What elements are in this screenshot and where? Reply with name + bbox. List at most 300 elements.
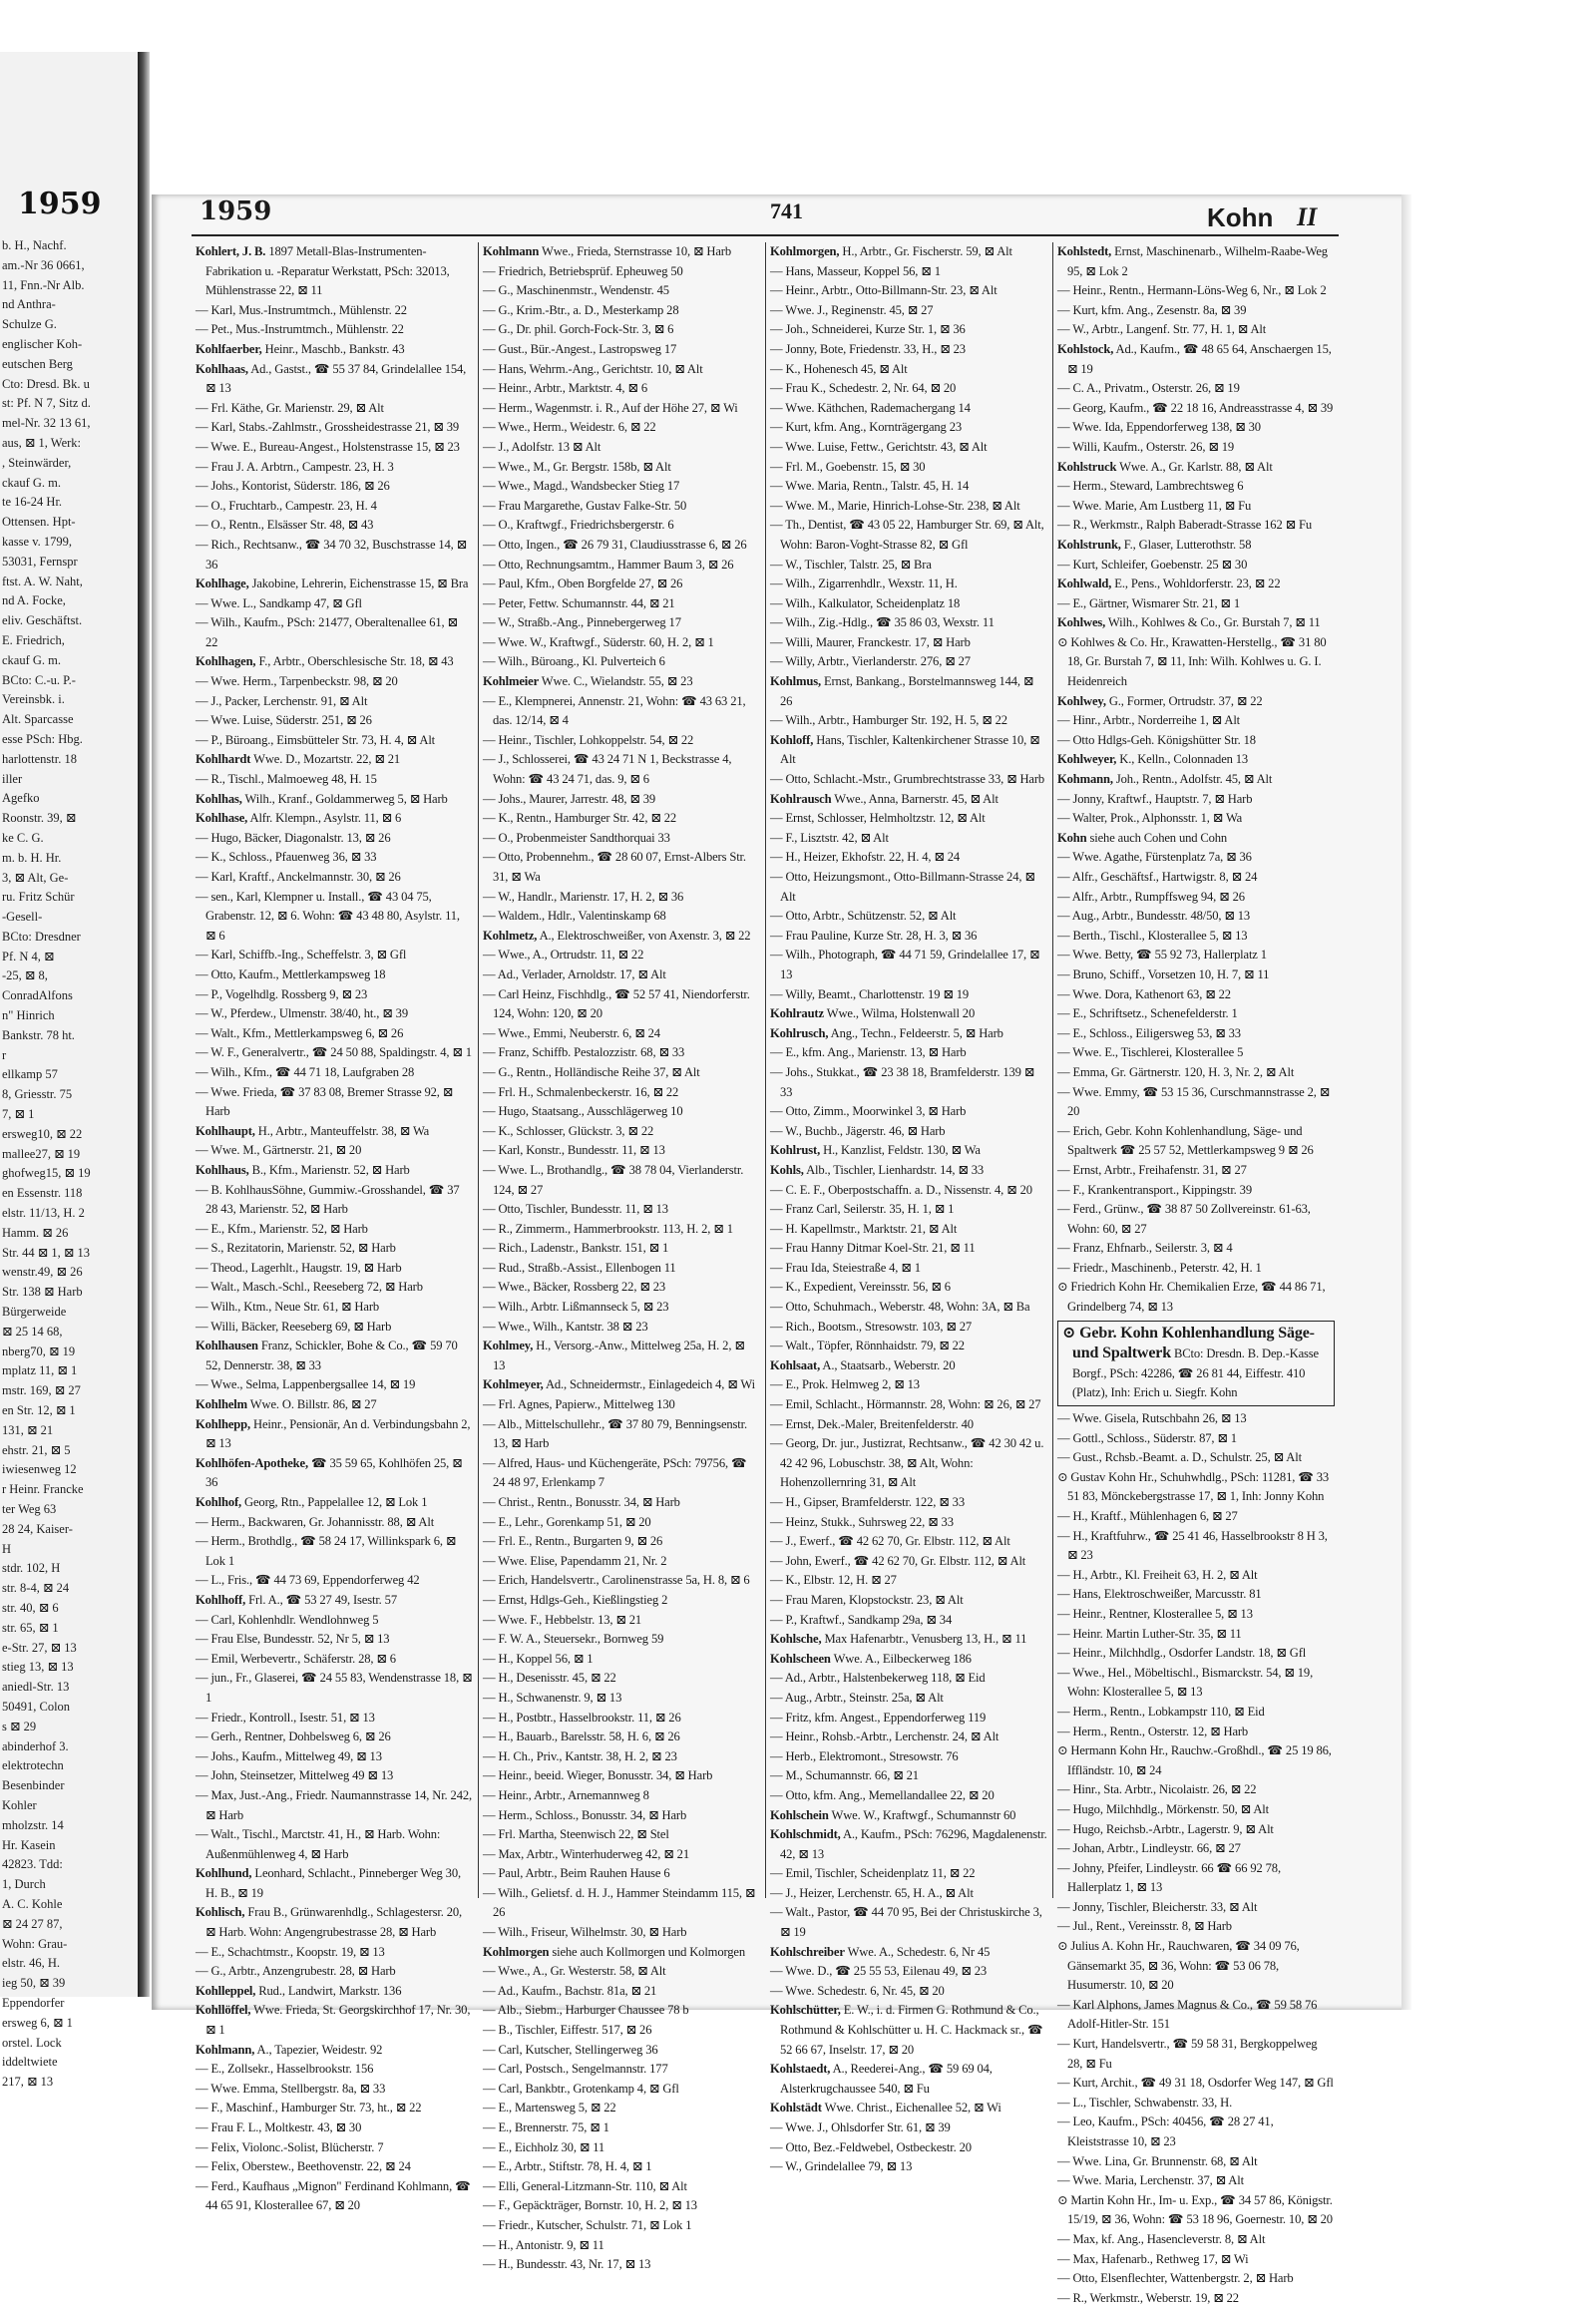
directory-entry xyxy=(196,575,473,594)
directory-entry xyxy=(770,1630,1047,1650)
directory-entry xyxy=(196,418,473,438)
entry-name: Kohlsche, xyxy=(770,1632,822,1647)
directory-entry xyxy=(483,1043,760,1063)
entry-text: — Emil, Tischler, Scheidenplatz 11, ⊠ 22 xyxy=(770,1866,976,1881)
entry-text: — Walt., Töpfer, Rönnhaidstr. 79, ⊠ 22 xyxy=(770,1339,965,1353)
directory-entry xyxy=(483,1161,760,1200)
entry-text: — Wwe., Magd., Wandsbecker Stieg 17 xyxy=(483,479,680,494)
entry-text: — M., Schumannstr. 66, ⊠ 21 xyxy=(770,1768,919,1783)
entry-name: Kohlstrunk, xyxy=(1057,537,1121,552)
directory-entry xyxy=(1057,1239,1335,1259)
previous-page-line: -25, ⊠ 8, xyxy=(2,968,48,983)
previous-page-line: eliv. Geschäftst. xyxy=(2,613,83,628)
directory-entry xyxy=(483,965,760,985)
directory-entry xyxy=(196,1454,473,1493)
directory-entry xyxy=(770,770,1047,790)
directory-entry xyxy=(770,1220,1047,1240)
previous-page-line: harlottenstr. 18 xyxy=(2,751,77,766)
previous-page-line: ersweg10, ⊠ 22 xyxy=(2,1126,83,1141)
previous-page-line: str. 8-4, ⊠ 24 xyxy=(2,1581,70,1596)
directory-entry xyxy=(483,2157,760,2177)
directory-entry xyxy=(196,1591,473,1611)
directory-entry xyxy=(483,1239,760,1259)
entry-text: — Wwe. Elise, Papendamm 21, Nr. 2 xyxy=(483,1553,667,1568)
directory-entry xyxy=(770,399,1047,419)
entry-text: — H., Kraftf., Mühlenhagen 6, ⊠ 27 xyxy=(1057,1509,1238,1523)
entry-name: Kohlschein xyxy=(770,1807,829,1822)
directory-entry xyxy=(196,809,473,829)
entry-text: — jun., Fr., Glaserei, ☎ 24 55 83, Wendenstrasse 18, ⊠ 1 xyxy=(196,1671,473,1705)
directory-entry xyxy=(196,1415,473,1454)
entry-text: — Leo, Kaufm., PSch: 40456, ☎ 28 27 41, Kleiststrasse 10, ⊠ 23 xyxy=(1057,2115,1274,2148)
entry-text: — Walt., Tischl., Marctstr. 41, H., ⊠ Harb. Wohn: Außenmühlenweg 4, ⊠ Harb xyxy=(196,1827,441,1861)
directory-entry xyxy=(1057,2152,1335,2172)
entry-text: — Wwe. Frieda, ☎ 37 83 08, Bremer Strasse 92, ⊠ Harb xyxy=(196,1084,454,1119)
directory-entry xyxy=(770,477,1047,497)
directory-entry xyxy=(770,731,1047,770)
entry-text: — Frau Hanny Ditmar Koel-Str. 21, ⊠ 11 xyxy=(770,1241,976,1256)
entry-name: Kohlschreiber xyxy=(770,1944,845,1959)
entry-name: ⊙ Gebr. Kohn Kohlenhandlung Säge- und Spaltwerk xyxy=(1062,1324,1315,1362)
directory-entry xyxy=(1057,613,1335,633)
previous-page-line: te 16-24 Hr. xyxy=(2,495,63,510)
entry-text: — K., Expedient, Vereinsstr. 56, ⊠ 6 xyxy=(770,1280,951,1295)
previous-page-line: st: Pf. N 7, Sitz d. xyxy=(2,396,91,411)
directory-entry xyxy=(196,750,473,770)
entry-text: — Franz, Ehfnarb., Seilerstr. 3, ⊠ 4 xyxy=(1057,1241,1233,1256)
directory-entry xyxy=(770,1786,1047,1806)
directory-entry xyxy=(1057,379,1335,399)
entry-text: — Emma, Gr. Gärtnerstr. 120, H. 3, Nr. 2, ⊠ Alt xyxy=(1057,1064,1295,1079)
directory-entry xyxy=(770,652,1047,672)
directory-entry xyxy=(196,2099,473,2118)
entry-text: — Gottl., Schloss., Süderstr. 87, ⊠ 1 xyxy=(1057,1430,1237,1445)
entry-text: — Wwe. Betty, ☎ 55 92 73, Hallerplatz 1 xyxy=(1057,948,1267,962)
entry-text: — Otto Hdlgs-Geh. Königshütter Str. 18 xyxy=(1057,732,1256,747)
entry-text: — Johs., Stukkat., ☎ 23 38 18, Bramfelderstr. 139 ⊠ 33 xyxy=(770,1064,1035,1099)
entry-text: — Kurt, Handelsvertr., ☎ 59 58 31, Bergkoppelweg 28, ⊠ Fu xyxy=(1057,2037,1318,2071)
previous-page-line: 28 24, Kaiser- xyxy=(2,1521,73,1536)
directory-entry xyxy=(770,1434,1047,1493)
directory-entry xyxy=(1057,1859,1335,1898)
directory-entry xyxy=(483,750,760,789)
directory-entry xyxy=(483,1747,760,1767)
directory-entry xyxy=(483,1864,760,1884)
previous-page-line: ⊠ 25 14 68, xyxy=(2,1324,63,1339)
entry-text: — H. Kapellmstr., Marktstr. 21, ⊠ Alt xyxy=(770,1221,958,1236)
directory-entry xyxy=(1057,301,1335,321)
entry-name: Kohlwey, xyxy=(1057,693,1106,708)
directory-entry xyxy=(1057,927,1335,947)
entry-text: — Hinr., Sta. Arbtr., Nicolaistr. 26, ⊠ 22 xyxy=(1057,1782,1257,1797)
entry-text: Joh., Rentn., Adolfstr. 45, ⊠ Alt xyxy=(1115,772,1273,787)
directory-entry xyxy=(196,438,473,458)
entry-text: — F., Maschinf., Hamburger Str. 73, ht., ⊠ 22 xyxy=(196,2101,422,2116)
previous-page-line: ghofweg15, ⊠ 19 xyxy=(2,1166,91,1181)
entry-text: — L., Fris., ☎ 44 73 69, Eppendorferweg 42 xyxy=(196,1573,420,1588)
directory-page xyxy=(152,194,1406,2305)
entry-text: — Max, Arbtr., Winterhuderweg 42, ⊠ 21 xyxy=(483,1846,689,1861)
directory-entry xyxy=(483,1923,760,1943)
directory-entry xyxy=(1057,2250,1335,2270)
previous-page-line: mholzstr. 14 xyxy=(2,1817,64,1832)
entry-text: — Heinr., Arbtr., Otto-Billmann-Str. 23, ⊠ Alt xyxy=(770,283,998,298)
entry-text: — Otto, Tischler, Bundesstr. 11, ⊠ 13 xyxy=(483,1202,668,1217)
entry-text: — Wwe. Emma, Stellbergstr. 8a, ⊠ 33 xyxy=(196,2081,386,2096)
directory-entry xyxy=(483,360,760,380)
directory-entry xyxy=(1057,1507,1335,1527)
entry-name: Kohlstock, xyxy=(1057,341,1114,356)
entry-text: — John, Ewerf., ☎ 42 62 70, Gr. Elbstr. 112, ⊠ Alt xyxy=(770,1553,1026,1568)
previous-page-line: ieg 50, ⊠ 39 xyxy=(2,1976,66,1991)
entry-text: — H., Schwanenstr. 9, ⊠ 13 xyxy=(483,1690,622,1705)
entry-text: — Heinr., beeid. Wieger, Bonusstr. 34, ⊠ Harb xyxy=(483,1768,713,1783)
entry-text: — Otto, Heizungsmont., Otto-Billmann-Strasse 24, ⊠ Alt xyxy=(770,870,1035,904)
previous-page-fragment xyxy=(0,52,140,2090)
entry-text: — Hinr., Arbtr., Norderreihe 1, ⊠ Alt xyxy=(1057,713,1241,728)
entry-text: ☎ 35 59 65, Kohlhöfen 25, ⊠ 36 xyxy=(205,1455,463,1490)
directory-entry xyxy=(1057,1321,1335,1406)
entry-name: Kohlleppel, xyxy=(196,1983,256,1998)
entry-text: — Wwe. M., Gärtnerstr. 21, ⊠ 20 xyxy=(196,1143,362,1158)
entry-text: — Wilh., Arbtr. Lißmannseck 5, ⊠ 23 xyxy=(483,1300,669,1315)
entry-text: — Felix, Oberstew., Beethovenstr. 22, ⊠ 24 xyxy=(196,2159,411,2174)
entry-text: — Friedr., Maschinenb., Peterstr. 42, H. 1 xyxy=(1057,1260,1262,1275)
entry-text: — Kurt, Archit., ☎ 49 31 18, Osdorfer Weg 147, ⊠ Gfl xyxy=(1057,2076,1334,2091)
entry-name: Kohlstedt, xyxy=(1057,244,1112,258)
book-gutter xyxy=(138,52,150,1997)
entry-text: Heinr., Pensionär, An d. Verbindungsbahn 2, ⊠ 13 xyxy=(205,1416,471,1451)
directory-entry xyxy=(483,1786,760,1806)
entry-text: — H., Postbtr., Hasselbrookstr. 11, ⊠ 26 xyxy=(483,1710,681,1725)
directory-entry xyxy=(1057,1024,1335,1044)
previous-page-line: elektrotechn xyxy=(2,1758,64,1773)
entry-name: Kohlhage, xyxy=(196,577,249,591)
entry-text: A., Staatsarb., Weberstr. 20 xyxy=(822,1357,956,1372)
directory-entry xyxy=(483,888,760,908)
entry-text: — W., Grindelallee 79, ⊠ 13 xyxy=(770,2159,913,2174)
entry-text: — E., Zollsekr., Hasselbrookstr. 156 xyxy=(196,2062,374,2077)
entry-text: Jakobine, Lehrerin, Eichenstrasse 15, ⊠ Bra xyxy=(251,577,469,591)
directory-entry xyxy=(483,1943,760,1963)
entry-text: — Frl. H., Schmalenbeckerstr. 16, ⊠ 22 xyxy=(483,1084,679,1099)
directory-entry xyxy=(483,418,760,438)
entry-text: — O., Probenmeister Sandthorquai 33 xyxy=(483,830,670,845)
directory-entry xyxy=(770,2157,1047,2177)
directory-entry xyxy=(196,301,473,321)
directory-entry xyxy=(483,1395,760,1415)
directory-entry xyxy=(1057,1468,1335,1507)
directory-entry xyxy=(196,477,473,497)
directory-entry xyxy=(1057,1181,1335,1201)
directory-entry xyxy=(1057,1566,1335,1586)
entry-text: — G., Rentn., Holländische Reihe 37, ⊠ Alt xyxy=(483,1064,700,1079)
entry-text: — Wwe. Emmy, ☎ 53 15 36, Curschmannstrasse 2, ⊠ 20 xyxy=(1057,1084,1331,1119)
previous-page-line: esse PSch: Hbg. xyxy=(2,731,83,746)
entry-text: — Heinr., Tischler, Lohkoppelstr. 54, ⊠ 22 xyxy=(483,732,694,747)
directory-entry xyxy=(1057,242,1335,281)
entry-text: — Emil, Werbevertr., Schäferstr. 28, ⊠ 6 xyxy=(196,1651,396,1666)
entry-text: — Alb., Siebm., Harburger Chaussee 78 b xyxy=(483,2003,689,2018)
entry-text: — J., Schlosserei, ☎ 43 24 71 N 1, Beckstrasse 4, Wohn: ☎ 43 24 71, das. 9, ⊠ 6 xyxy=(483,752,732,787)
entry-text: Wwe., Anna, Barnerstr. 45, ⊠ Alt xyxy=(834,791,998,806)
entry-name: Kohlwes, xyxy=(1057,615,1106,630)
directory-entry xyxy=(483,652,760,672)
entry-text: — Gust., Rchsb.-Beamt. a. D., Schulstr. 25, ⊠ Alt xyxy=(1057,1450,1302,1465)
directory-entry xyxy=(483,1689,760,1709)
entry-text: — H., Bauarb., Barelsstr. 58, H. 6, ⊠ 26 xyxy=(483,1730,680,1744)
entry-text: — Wilh., Ktm., Neue Str. 61, ⊠ Harb xyxy=(196,1300,380,1315)
previous-page-line: mstr. 169, ⊠ 27 xyxy=(2,1383,81,1398)
directory-entry xyxy=(196,2157,473,2177)
entry-name: Kohlmeyer, xyxy=(483,1377,544,1392)
directory-entry xyxy=(1057,907,1335,927)
entry-text: Hans, Tischler, Kaltenkirchener Strasse 10, ⊠ Alt xyxy=(780,732,1040,767)
entry-name: Kohls, xyxy=(770,1162,804,1177)
entry-name: Kohlhaus, xyxy=(196,1162,249,1177)
directory-entry xyxy=(483,672,760,692)
entry-text: — H., Arbtr., Kl. Freiheit 63, H. 2, ⊠ Alt xyxy=(1057,1567,1258,1582)
directory-entry xyxy=(483,1806,760,1826)
entry-name: Kohmann, xyxy=(1057,772,1113,787)
previous-page-line: A. C. Kohle xyxy=(2,1896,63,1911)
previous-page-line: nberg70, ⊠ 19 xyxy=(2,1344,76,1358)
entry-text: 1897 Metall-Blas-Instrumenten-Fabrikation u. -Reparatur Werkstatt, PSch: 32013, Mühlenstrasse 22, ⊠ 11 xyxy=(205,244,450,298)
entry-text: — Wwe., M., Gr. Bergstr. 158b, ⊠ Alt xyxy=(483,459,671,474)
directory-entry xyxy=(483,399,760,419)
entry-text: — Frl. Martha, Steenwisch 22, ⊠ Stel xyxy=(483,1827,669,1842)
directory-entry xyxy=(770,594,1047,614)
directory-entry xyxy=(770,927,1047,947)
entry-name: Kohlhaupt, xyxy=(196,1123,255,1138)
directory-entry xyxy=(483,1454,760,1493)
entry-text: — G., Dr. phil. Gorch-Fock-Str. 3, ⊠ 6 xyxy=(483,322,674,337)
directory-entry xyxy=(770,1239,1047,1259)
entry-text: — Ad., Kaufm., Bachstr. 81a, ⊠ 21 xyxy=(483,1983,657,1998)
previous-page-line: str. 65, ⊠ 1 xyxy=(2,1620,59,1635)
directory-entry xyxy=(770,1200,1047,1220)
entry-text: — Wwe. Marie, Am Lustberg 11, ⊠ Fu xyxy=(1057,498,1252,513)
directory-entry xyxy=(770,2118,1047,2138)
entry-text: — Hugo, Reichsb.-Arbtr., Lagerstr. 9, ⊠ Alt xyxy=(1057,1821,1274,1836)
entry-text: — Wwe. F., Hebbelstr. 13, ⊠ 21 xyxy=(483,1612,642,1627)
entry-text: siehe auch Kollmorgen und Kolmorgen xyxy=(552,1944,746,1959)
directory-entry xyxy=(1057,320,1335,340)
previous-page-line: iller xyxy=(2,771,23,786)
entry-text: — Alfred, Haus- und Küchengeräte, PSch: 79756, ☎ 24 48 97, Erlenkamp 7 xyxy=(483,1455,747,1490)
directory-entry xyxy=(196,1181,473,1220)
page-year: 1959 xyxy=(200,196,272,226)
entry-text: — Georg, Kaufm., ☎ 22 18 16, Andreasstrasse 4, ⊠ 39 xyxy=(1057,400,1334,415)
entry-text: — Carl, Kutscher, Stellingerweg 36 xyxy=(483,2042,658,2057)
entry-name: Kohlrautz xyxy=(770,1006,824,1021)
directory-entry xyxy=(1057,2191,1335,2230)
directory-entry xyxy=(196,340,473,360)
entry-text: — H., Antonistr. 9, ⊠ 11 xyxy=(483,2237,604,2252)
previous-page-line: 42823. Tdd: xyxy=(2,1857,63,1872)
directory-entry xyxy=(196,1395,473,1415)
directory-entry xyxy=(770,1493,1047,1513)
directory-entry xyxy=(1057,1839,1335,1859)
directory-entry xyxy=(196,1747,473,1767)
directory-entry xyxy=(196,516,473,536)
directory-entry xyxy=(770,438,1047,458)
entry-text: — E., Eichholz 30, ⊠ 11 xyxy=(483,2139,605,2154)
entry-text: Wwe. O. Billstr. 86, ⊠ 27 xyxy=(249,1397,377,1412)
entry-text: H., Arbtr., Manteuffelstr. 38, ⊠ Wa xyxy=(257,1123,430,1138)
directory-entry xyxy=(1057,711,1335,731)
previous-page-line: elstr. 46, H. xyxy=(2,1956,60,1971)
previous-page-line: orstel. Lock xyxy=(2,2035,62,2050)
directory-entry xyxy=(1057,1083,1335,1122)
previous-page-line: Hr. Kasein xyxy=(2,1837,56,1852)
entry-text: — Wwe. W., Kraftwgf., Süderstr. 60, H. 2, ⊠ 1 xyxy=(483,634,714,649)
entry-text: — Wilh., Zig.-Hdlg., ☎ 35 86 03, Wexstr. 11 xyxy=(770,615,995,630)
previous-page-year: 1959 xyxy=(18,187,102,221)
directory-entry xyxy=(483,1141,760,1161)
directory-entry xyxy=(1057,556,1335,576)
directory-entry xyxy=(770,1063,1047,1102)
entry-text: — Walt., Masch.-Schl., Reeseberg 72, ⊠ Harb xyxy=(196,1280,423,1295)
entry-text: Franz, Schickler, Bohe & Co., ☎ 59 70 52, Dennerstr. 38, ⊠ 33 xyxy=(205,1339,458,1372)
entry-text: — Wilh., Photograph, ☎ 44 71 59, Grindelallee 17, ⊠ 13 xyxy=(770,948,1040,981)
directory-entry xyxy=(770,1415,1047,1435)
directory-entry xyxy=(483,1415,760,1454)
previous-page-line: ke C. G. xyxy=(2,830,44,845)
entry-text: Wwe. A., Eilbeckerweg 186 xyxy=(833,1651,972,1666)
entry-text: — Frl. E., Rentn., Burgarten 9, ⊠ 26 xyxy=(483,1534,663,1549)
directory-entry xyxy=(1057,829,1335,849)
entry-text: — Wwe., A., Gr. Westerstr. 58, ⊠ Alt xyxy=(483,1964,666,1979)
previous-page-line: ckauf G. m. xyxy=(2,652,62,667)
directory-entry xyxy=(196,672,473,692)
directory-column-2 xyxy=(483,242,760,2272)
entry-text: — Frau Margarethe, Gustav Falke-Str. 50 xyxy=(483,498,687,513)
entry-text: Wwe. A., Gr. Karlstr. 88, ⊠ Alt xyxy=(1119,459,1273,474)
directory-entry xyxy=(483,1278,760,1298)
entry-text: Frl. A., ☎ 53 27 49, Isestr. 57 xyxy=(248,1592,397,1607)
directory-entry xyxy=(1057,1043,1335,1063)
entry-text: — F. W. A., Steuersekr., Bornweg 59 xyxy=(483,1632,664,1647)
entry-text: — Herm., Rentn., Lobkampstr 110, ⊠ Eid xyxy=(1057,1704,1265,1719)
entry-text: — Alb., Mittelschullehr., ☎ 37 80 79, Benningsenstr. 13, ⊠ Harb xyxy=(483,1416,748,1451)
directory-entry xyxy=(770,1982,1047,2002)
directory-entry xyxy=(196,242,473,301)
previous-page-line: am.-Nr 36 0661, xyxy=(2,257,85,272)
directory-entry xyxy=(1057,2094,1335,2114)
previous-page-line: iddeltwiete xyxy=(2,2055,58,2070)
entry-text: — Rich., Rechtsanw., ☎ 34 70 32, Buschstrasse 14, ⊠ 36 xyxy=(196,537,468,572)
directory-entry xyxy=(483,575,760,594)
entry-text: — Herm., Brothdlg., ☎ 58 24 17, Willinkspark 6, ⊠ Lok 1 xyxy=(196,1534,457,1568)
directory-entry xyxy=(196,1571,473,1591)
entry-text: — O., Kraftwgf., Friedrichsbergerstr. 6 xyxy=(483,518,674,533)
directory-entry xyxy=(483,985,760,1024)
directory-entry xyxy=(483,1513,760,1533)
entry-name: Kohloff, xyxy=(770,732,814,747)
directory-entry xyxy=(483,340,760,360)
entry-text: — G., Krim.-Btr., a. D., Mesterkamp 28 xyxy=(483,302,679,317)
directory-entry xyxy=(770,418,1047,438)
entry-text: G., Former, Ortrudstr. 37, ⊠ 22 xyxy=(1108,693,1263,708)
directory-entry xyxy=(196,1493,473,1513)
entry-text: — H., Kraftfuhrw., ☎ 25 41 46, Hasselbrookstr 8 H 3, ⊠ 23 xyxy=(1057,1528,1328,1563)
directory-entry xyxy=(1057,1625,1335,1645)
entry-text: — Wilh., Büroang., Kl. Pulverteich 6 xyxy=(483,654,665,669)
directory-entry xyxy=(196,1709,473,1729)
entry-text: — Rud., Straßb.-Assist., Ellenbogen 11 xyxy=(483,1260,676,1275)
directory-entry xyxy=(1057,731,1335,751)
directory-entry xyxy=(1057,1937,1335,1996)
entry-text: — Wwe. L., Brothandlg., ☎ 38 78 04, Vierlanderstr. 124, ⊠ 27 xyxy=(483,1162,744,1197)
entry-text: — Friedr., Kontroll., Isestr. 51, ⊠ 13 xyxy=(196,1710,375,1725)
volume-number: II xyxy=(1297,202,1318,231)
entry-text: — Emil, Schlacht., Hörmannstr. 28, Wohn: ⊠ 26, ⊠ 27 xyxy=(770,1397,1041,1412)
entry-text: — Hans, Masseur, Koppel 56, ⊠ 1 xyxy=(770,263,941,278)
previous-page-line: ConradAlfons xyxy=(2,988,73,1003)
directory-entry xyxy=(196,1532,473,1571)
entry-text: — Herm., Backwaren, Gr. Johannisstr. 88, ⊠ Alt xyxy=(196,1514,435,1529)
entry-text: Wwe. D., Mozartstr. 22, ⊠ 21 xyxy=(253,752,401,767)
entry-text: — E., Schloss., Eiligersweg 53, ⊠ 33 xyxy=(1057,1025,1241,1040)
directory-entry xyxy=(1057,888,1335,908)
directory-entry xyxy=(770,868,1047,907)
directory-entry xyxy=(196,399,473,419)
previous-page-line: Vereinsbk. i. xyxy=(2,692,65,707)
entry-text: — Alfr., Arbtr., Rumpffsweg 94, ⊠ 26 xyxy=(1057,889,1245,904)
directory-entry xyxy=(1057,418,1335,438)
entry-text: Heinr., Maschb., Bankstr. 43 xyxy=(264,341,405,356)
entry-text: — Aug., Arbtr., Bundesstr. 48/50, ⊠ 13 xyxy=(1057,909,1251,924)
directory-entry xyxy=(196,613,473,652)
entry-text: — G., Maschinenmstr., Wendenstr. 45 xyxy=(483,283,669,298)
column-divider xyxy=(478,242,479,1898)
previous-page-line: ckauf G. m. xyxy=(2,475,62,490)
entry-name: Kohlhof, xyxy=(196,1495,242,1509)
entry-text: — E., Klempnerei, Annenstr. 21, Wohn: ☎ 43 63 21, das. 12/14, ⊠ 4 xyxy=(483,693,746,728)
entry-text: E. W., i. d. Firmen G. Rothmund & Co., Rothmund & Kohlschütter u. H. C. Hackmack sr., ☎ 52 66 67, Inselstr. 17, ⊠ 20 xyxy=(780,2003,1043,2057)
entry-text: Wwe. A., Schedestr. 6, Nr 45 xyxy=(847,1944,991,1959)
entry-text: Wwe., Frieda, Sternstrasse 10, ⊠ Harb xyxy=(541,244,731,258)
directory-entry xyxy=(770,1806,1047,1826)
entry-text: — H., Desenisstr. 45, ⊠ 22 xyxy=(483,1671,616,1686)
directory-entry xyxy=(196,1375,473,1395)
entry-text: — E., Kfm., Marienstr. 52, ⊠ Harb xyxy=(196,1221,368,1236)
entry-text: — Jonny, Kraftwf., Hauptstr. 7, ⊠ Harb xyxy=(1057,791,1253,806)
entry-text: Ad., Schneidermstr., Einlagedeich 4, ⊠ Wi xyxy=(545,1377,755,1392)
directory-entry xyxy=(196,965,473,985)
directory-entry xyxy=(1057,2035,1335,2074)
directory-entry xyxy=(196,1337,473,1375)
entry-text: — E., Lehr., Gorenkamp 51, ⊠ 20 xyxy=(483,1514,651,1529)
previous-page-line: stdr. 102, H xyxy=(2,1561,61,1576)
entry-text: ⊙ Julius A. Kohn Hr., Rauchwaren, ☎ 34 09 76, Gänsemarkt 35, ⊠ 36, Wohn: ☎ 53 06 78, Husumerstr. 10, ⊠ 20 xyxy=(1057,1939,1300,1993)
directory-entry xyxy=(483,281,760,301)
page-number: 741 xyxy=(770,198,803,223)
entry-text: — Wwe. Agathe, Fürstenplatz 7a, ⊠ 36 xyxy=(1057,850,1252,865)
directory-entry xyxy=(770,497,1047,517)
directory-entry xyxy=(770,1024,1047,1044)
entry-text: — Otto, Schuhmach., Weberstr. 48, Wohn: 3A, ⊠ Ba xyxy=(770,1300,1030,1315)
directory-entry xyxy=(770,1122,1047,1142)
directory-entry xyxy=(1057,965,1335,985)
directory-entry xyxy=(1057,1259,1335,1279)
entry-name: Kohlmetz, xyxy=(483,928,538,943)
directory-entry xyxy=(483,692,760,731)
directory-entry xyxy=(770,1161,1047,1181)
entry-text: — sen., Karl, Klempner u. Install., ☎ 43 04 75, Grabenstr. 12, ⊠ 6. Wohn: ☎ 43 48 80, Asylstr. 11, ⊠ 6 xyxy=(196,889,460,943)
entry-name: Kohlert, J. B. xyxy=(196,244,266,258)
